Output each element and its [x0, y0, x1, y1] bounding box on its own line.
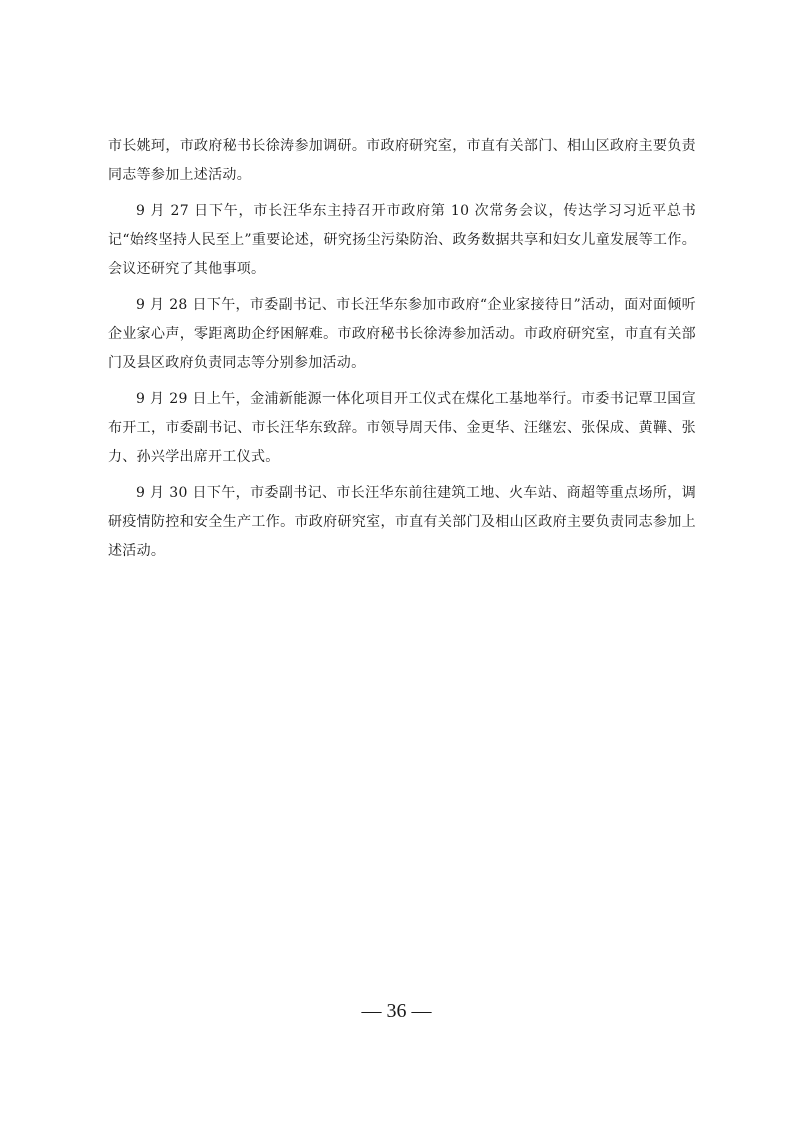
- paragraph-4: 9 月 29 日上午，金浦新能源一体化项目开工仪式在煤化工基地举行。市委书记覃卫国宣布开工，市委副书记、市长汪华东致辞。市领导周天伟、金更华、汪继宏、张保成、黄鞾、张力、孙兴学出席开工仪式。: [108, 391, 696, 465]
- document-body: [108, 132, 696, 573]
- paragraph-5: 9 月 30 日下午，市委副书记、市长汪华东前往建筑工地、火车站、商超等重点场所，调研疫情防控和安全生产工作。市政府研究室，市直有关部门及相山区政府主要负责同志参加上述活动。: [108, 485, 696, 559]
- paragraph-3: 9 月 28 日下午，市委副书记、市长汪华东参加市政府“企业家接待日”活动，面对面倾听企业家心声，零距离助企纾困解难。市政府秘书长徐涛参加活动。市政府研究室，市直有关部门及县区政府负责同志等分别参加活动。: [108, 297, 696, 371]
- page-number: — 36 —: [361, 1000, 432, 1022]
- paragraph-1: 市长姚珂，市政府秘书长徐涛参加调研。市政府研究室，市直有关部门、相山区政府主要负责同志等参加上述活动。: [108, 138, 696, 183]
- paragraph-2: 9 月 27 日下午，市长汪华东主持召开市政府第 10 次常务会议，传达学习习近平总书记“始终坚持人民至上”重要论述，研究扬尘污染防治、政务数据共享和妇女儿童发展等工作。会议还研究了其他事项。: [108, 203, 696, 277]
